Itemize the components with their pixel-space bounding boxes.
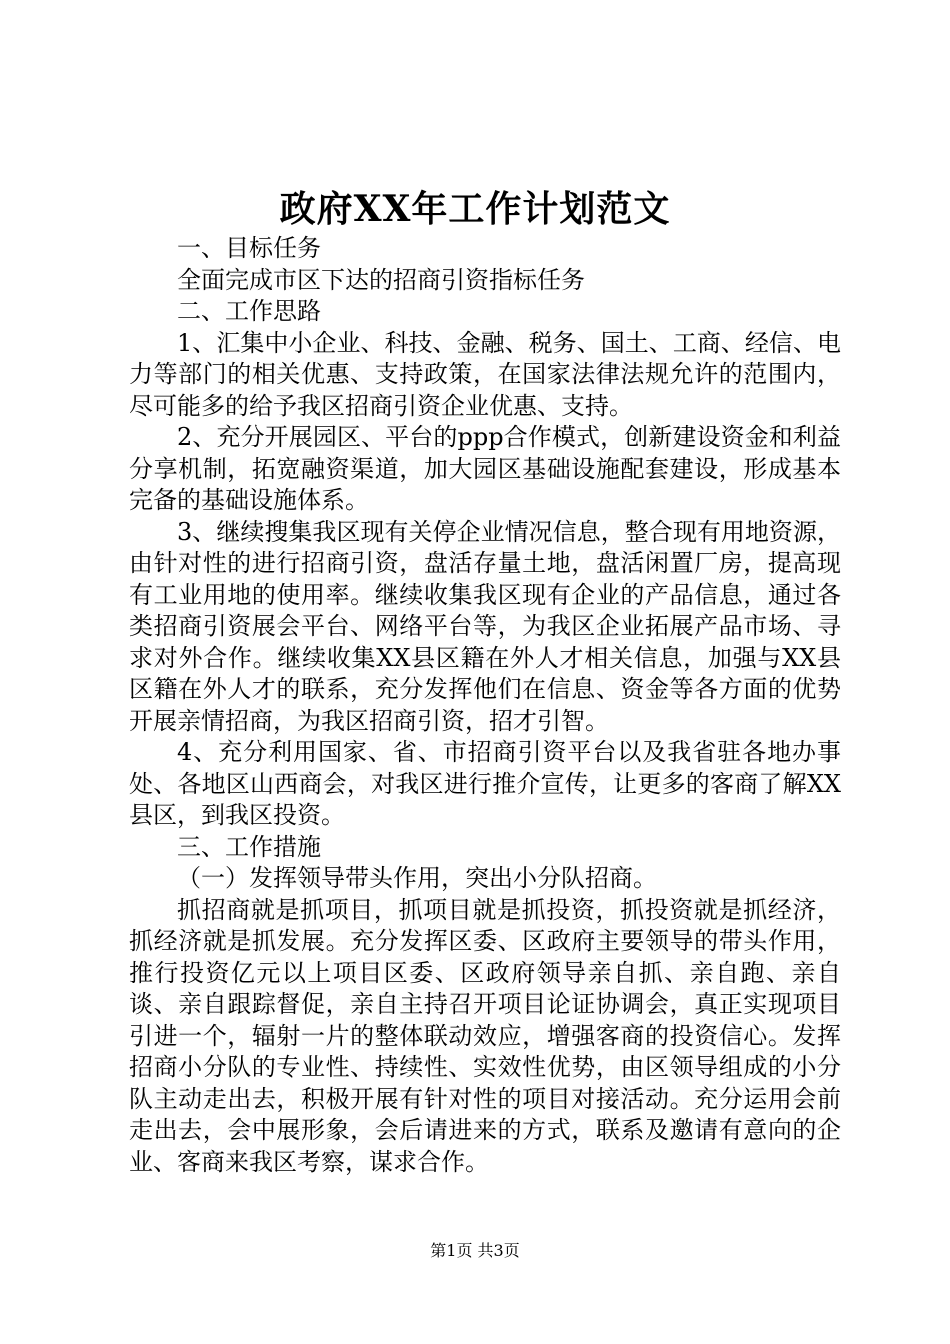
paragraph-goals: 全面完成市区下达的招商引资指标任务 — [177, 265, 585, 294]
page-number-footer: 第1页 共3页 — [430, 1241, 520, 1260]
heading-goals: 一、目标任务 — [177, 234, 321, 262]
heading-measures: 三、工作措施 — [177, 832, 321, 861]
heading-ideas: 二、工作思路 — [177, 297, 321, 325]
paragraph-idea-3: 3、继续搜集我区现有关停企业情况信息，整合现有用地资源，由针对性的进行招商引资，盘活存量土地，盘活闲置厂房，提高现有工业用地的使用率。继续收集我区现有企业的产品信息，通过各类招商引资展会平台、网络平台等，为我区企业拓展产品市场、寻求对外合作。继续收集XX县区籍在外人才相关信息，加强与XX县区籍在外人才的联系，充分发挥他们在信息、资金等各方面的优势开展亲情招商，为我区招商引资，招才引智。 — [129, 517, 841, 735]
paragraph-idea-4: 4、充分利用国家、省、市招商引资平台以及我省驻各地办事处、各地区山西商会，对我区进行推介宣传，让更多的客商了解XX县区，到我区投资。 — [129, 738, 841, 829]
document-body — [129, 233, 841, 1178]
paragraph-idea-1: 1、汇集中小企业、科技、金融、税务、国土、工商、经信、电力等部门的相关优惠、支持政策，在国家法律法规允许的范围内，尽可能多的给予我区招商引资企业优惠、支持。 — [129, 328, 841, 420]
subheading-measure-1: （一）发挥领导带头作用，突出小分队招商。 — [177, 864, 657, 892]
paragraph-idea-2: 2、充分开展园区、平台的ppp合作模式，创新建设资金和利益分享机制，拓宽融资渠道，加大园区基础设施配套建设，形成基本完备的基础设施体系。 — [129, 423, 841, 514]
document-title: 政府XX年工作计划范文 — [279, 188, 671, 230]
paragraph-measure-1: 抓招商就是抓项目，抓项目就是抓投资，抓投资就是抓经济，抓经济就是抓发展。充分发挥区委、区政府主要领导的带头作用，推行投资亿元以上项目区委、区政府领导亲自抓、亲自跑、亲自谈、亲自跟踪督促，亲自主持召开项目论证协调会，真正实现项目引进一个，辐射一片的整体联动效应，增强客商的投资信心。发挥招商小分队的专业性、持续性、实效性优势，由区领导组成的小分队主动走出去，积极开展有针对性的项目对接活动。充分运用会前走出去，会中展形象，会后请进来的方式，联系及邀请有意向的企业、客商来我区考察，谋求合作。 — [129, 895, 841, 1176]
